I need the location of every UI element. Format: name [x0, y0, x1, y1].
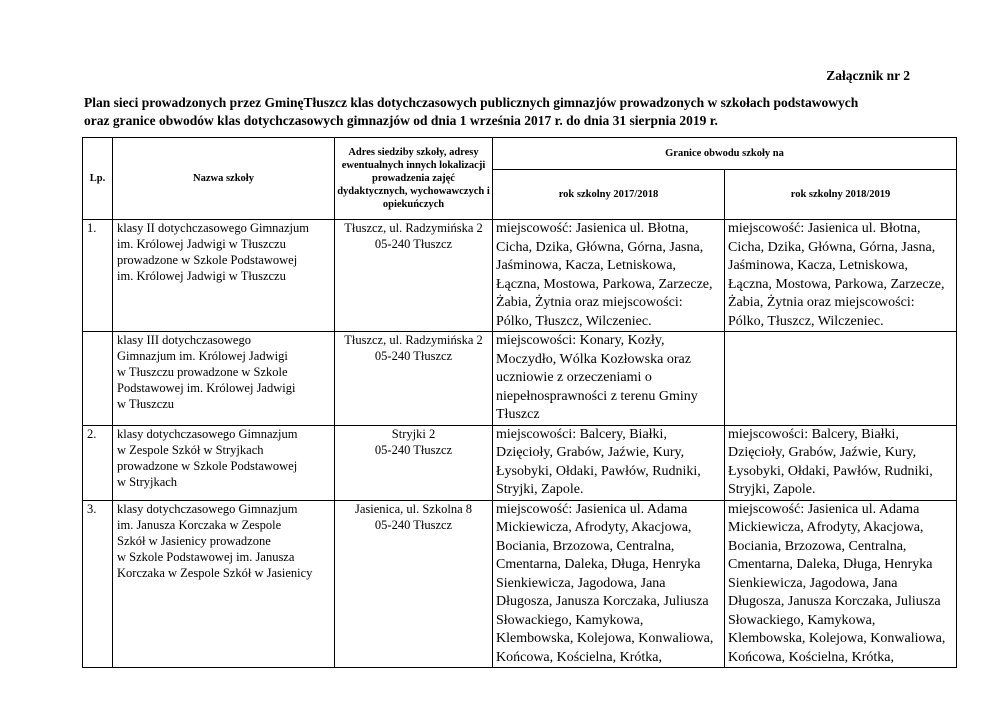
cell-line: im. Janusza Korczaka w Zespole	[117, 517, 282, 532]
cell-line: Mickiewicza, Afrodyty, Akacjowa,	[496, 520, 692, 535]
cell-line: w Stryjkach	[117, 474, 178, 489]
header-name: Nazwa szkoły	[113, 138, 335, 220]
cell-line: Żabia, Żytnia oraz miejscowości:	[496, 295, 683, 310]
cell-school-name	[113, 500, 335, 668]
cell-school-name	[113, 425, 335, 500]
cell-line: Dzięcioły, Grabów, Jaźwie, Kury,	[728, 445, 917, 460]
cell-line: Słowackiego, Kamykowa,	[728, 612, 876, 628]
cell-line: Długosza, Janusza Korczaka, Juliusza	[728, 594, 941, 609]
cell-address	[335, 500, 493, 668]
cell-line: Długosza, Janusza Korczaka, Juliusza	[496, 594, 709, 609]
cell-line: 05-240 Tłuszcz	[374, 237, 453, 251]
cell-line: 05-240 Tłuszcz	[374, 517, 453, 532]
cell-line: Mickiewicza, Afrodyty, Akacjowa,	[728, 520, 924, 535]
cell-lp: 1.	[83, 220, 113, 332]
cell-line: Łączna, Mostowa, Parkowa, Zarzecze,	[496, 276, 713, 292]
cell-line: Stryjki 2	[391, 426, 436, 441]
cell-line: 05-240 Tłuszcz	[374, 349, 453, 363]
table-row	[83, 220, 957, 332]
cell-line: Żabia, Żytnia oraz miejscowości:	[728, 295, 915, 310]
cell-line: miejscowości: Balcery, Białki,	[728, 426, 899, 442]
cell-line: Cmentarna, Daleka, Długa, Henryka	[728, 557, 933, 572]
cell-line: Klembowska, Kolejowa, Konwaliowa,	[496, 631, 714, 646]
cell-lp: 2.	[83, 425, 113, 500]
cell-line: w Tłuszczu prowadzone w Szkole	[117, 365, 288, 379]
cell-school-name	[113, 332, 335, 426]
cell-address	[335, 332, 493, 426]
document-heading	[84, 94, 924, 130]
cell-line: prowadzone w Szkole Podstawowej	[117, 458, 298, 473]
cell-line: Pólko, Tłuszcz, Wilczeniec.	[728, 313, 884, 329]
cell-borders-2018	[725, 500, 957, 668]
header-borders: Granice obwodu szkoły na	[493, 138, 957, 170]
cell-address	[335, 220, 493, 332]
cell-line: w Zespole Szkół w Stryjkach	[117, 442, 264, 457]
cell-line: Cicha, Dzika, Główna, Górna, Jasna,	[496, 239, 704, 255]
cell-line: miejscowości: Konary, Kozły,	[496, 333, 665, 348]
cell-borders-2017	[493, 332, 725, 426]
cell-line: Cicha, Dzika, Główna, Górna, Jasna,	[728, 239, 936, 255]
heading-line: Plan sieci prowadzonych przez GminęTłuszcz klas dotychczasowych publicznych gimnazjów prowadzonych w szkołach podstawowych	[84, 95, 859, 110]
cell-line: Tłuszcz, ul. Radzymińska 2	[344, 333, 483, 347]
table-body	[83, 220, 957, 668]
cell-line: Łysobyki, Ołdaki, Pawłów, Rudniki,	[496, 463, 701, 479]
cell-line: Łączna, Mostowa, Parkowa, Zarzecze,	[728, 276, 945, 292]
cell-line: miejscowość: Jasienica ul. Adama	[496, 501, 688, 517]
table-row	[83, 425, 957, 500]
header-lp: Lp.	[83, 138, 113, 220]
annex-label: Załącznik nr 2	[826, 68, 910, 83]
table-row	[83, 332, 957, 426]
cell-line: klasy dotychczasowego Gimnazjum	[117, 426, 298, 441]
cell-line: miejscowości: Balcery, Białki,	[496, 426, 667, 442]
cell-line: Korczaka w Zespole Szkół w Jasienicy	[117, 565, 313, 580]
cell-line: 05-240 Tłuszcz	[374, 442, 453, 457]
table-row	[83, 500, 957, 668]
cell-line: w Tłuszczu	[117, 397, 175, 411]
cell-line: Bociania, Brzozowa, Centralna,	[496, 538, 675, 554]
cell-line: Bociania, Brzozowa, Centralna,	[728, 538, 907, 554]
cell-line: Jaśminowa, Kacza, Letniskowa,	[728, 258, 908, 273]
cell-line: Jasienica, ul. Szkolna 8	[355, 501, 472, 516]
cell-line: miejscowość: Jasienica ul. Błotna,	[728, 221, 921, 236]
cell-borders-2017	[493, 425, 725, 500]
cell-line: uczniowie z orzeczeniami o	[496, 370, 652, 385]
cell-line: prowadzone w Szkole Podstawowej	[117, 253, 298, 267]
cell-borders-2017	[493, 500, 725, 668]
header-year-2017: rok szkolny 2017/2018	[493, 170, 725, 220]
cell-line: Cmentarna, Daleka, Długa, Henryka	[496, 557, 701, 572]
cell-line: klasy II dotychczasowego Gimnazjum	[117, 221, 309, 235]
cell-line: Gimnazjum im. Królowej Jadwigi	[117, 349, 288, 363]
header-year-2018: rok szkolny 2018/2019	[725, 170, 957, 220]
cell-line: Sienkiewicza, Jagodowa, Jana	[496, 575, 666, 591]
cell-line: w Szkole Podstawowej im. Janusza	[117, 549, 295, 564]
cell-line: Klembowska, Kolejowa, Konwaliowa,	[728, 631, 946, 646]
cell-line: Podstawowej im. Królowej Jadwigi	[117, 381, 296, 395]
cell-line: Końcowa, Kościelna, Krótka,	[728, 649, 895, 665]
cell-line: Tłuszcz, ul. Radzymińska 2	[344, 221, 483, 235]
cell-line: Szkół w Jasienicy prowadzone	[117, 533, 271, 548]
cell-address	[335, 425, 493, 500]
cell-line: Pólko, Tłuszcz, Wilczeniec.	[496, 313, 652, 329]
cell-line: Stryjki, Zapole.	[496, 482, 584, 497]
cell-line: miejscowość: Jasienica ul. Błotna,	[496, 221, 689, 236]
cell-line: im. Królowej Jadwigi w Tłuszczu	[117, 269, 286, 283]
cell-line: Słowackiego, Kamykowa,	[496, 612, 644, 628]
cell-borders-2018	[725, 220, 957, 332]
cell-line: miejscowość: Jasienica ul. Adama	[728, 501, 920, 517]
schools-table	[82, 137, 957, 668]
cell-borders-2018	[725, 425, 957, 500]
cell-line: Sienkiewicza, Jagodowa, Jana	[728, 575, 898, 591]
cell-line: klasy dotychczasowego Gimnazjum	[117, 501, 298, 516]
cell-line: Moczydło, Wólka Kozłowska oraz	[496, 351, 691, 367]
cell-school-name	[113, 220, 335, 332]
cell-line: Tłuszcz	[496, 407, 540, 422]
cell-borders-2017	[493, 220, 725, 332]
header-address: Adres siedziby szkoły, adresy ewentualnych innych lokalizacji prowadzenia zajęć dydaktycznych, wychowawczych i opiekuńczych	[335, 138, 493, 220]
cell-line: Jaśminowa, Kacza, Letniskowa,	[496, 258, 676, 273]
cell-lp	[83, 332, 113, 426]
cell-line: Stryjki, Zapole.	[728, 482, 816, 497]
cell-line: Dzięcioły, Grabów, Jaźwie, Kury,	[496, 445, 685, 460]
cell-line: im. Królowej Jadwigi w Tłuszczu	[117, 237, 286, 251]
cell-line: niepełnosprawności z terenu Gminy	[496, 388, 698, 404]
cell-line: Końcowa, Kościelna, Krótka,	[496, 649, 663, 665]
cell-lp: 3.	[83, 500, 113, 668]
cell-borders-2018	[725, 332, 957, 426]
cell-line: klasy III dotychczasowego	[117, 333, 251, 347]
cell-line: Łysobyki, Ołdaki, Pawłów, Rudniki,	[728, 463, 933, 479]
heading-line: oraz granice obwodów klas dotychczasowych gimnazjów od dnia 1 września 2017 r. do dnia 31 sierpnia 2019 r.	[84, 113, 718, 128]
